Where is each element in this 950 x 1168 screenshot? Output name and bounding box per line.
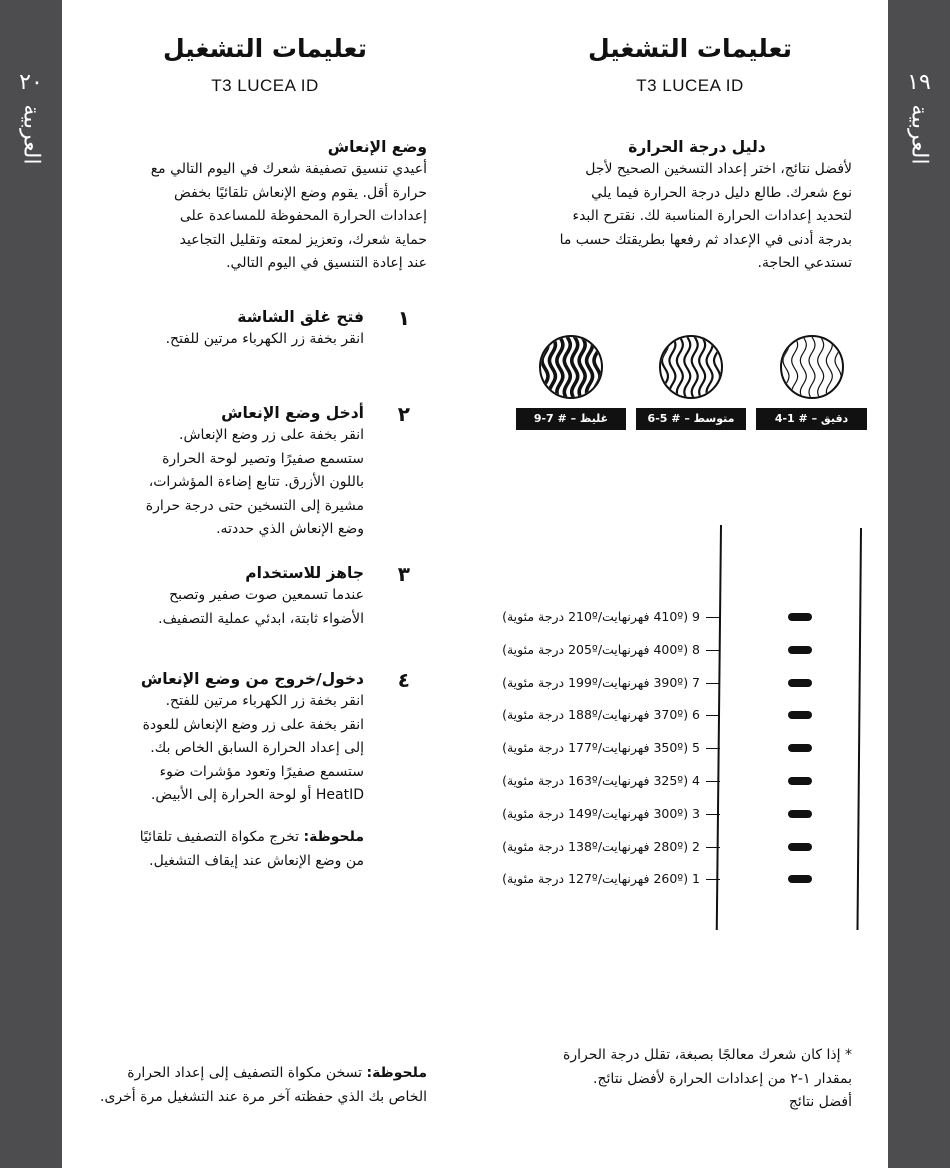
step-line: وضع الإنعاش الذي حددته. bbox=[216, 521, 364, 537]
hair-strand bbox=[594, 337, 600, 397]
temperature-setting-row bbox=[502, 772, 720, 790]
heat-panel-left-edge bbox=[716, 525, 722, 930]
step-heading: أدخل وضع الإنعاش bbox=[221, 404, 364, 422]
leader-line bbox=[706, 617, 720, 618]
step-heading: جاهز للاستخدام bbox=[245, 564, 364, 582]
hair-strand bbox=[684, 337, 690, 397]
step-line: انقر بخفة زر الكهرباء مرتين للفتح. bbox=[165, 331, 364, 347]
left-page-number: ٢٠ bbox=[19, 70, 43, 95]
left-language-label: العربية bbox=[18, 104, 44, 165]
note-text: تسخن مكواة التصفيف إلى إعداد الحرارة bbox=[127, 1065, 363, 1081]
step-heading: دخول/خروج من وضع الإنعاش bbox=[140, 670, 364, 688]
left-page-subtitle: T3 LUCEA ID bbox=[211, 76, 319, 95]
leader-line bbox=[706, 847, 720, 848]
note-text: الخاص بك الذي حفظته آخر مرة عند التشغيل مرة أخرى. bbox=[100, 1088, 427, 1105]
footnote-line: بمقدار ١-٢ من إعدادات الحرارة لأفضل نتائج. bbox=[593, 1070, 852, 1087]
step-number: ١ bbox=[397, 306, 410, 330]
footnote-line: * إذا كان شعرك معالجًا بصبغة، تقلل درجة الحرارة bbox=[563, 1047, 852, 1063]
left-page-sidebar bbox=[0, 0, 62, 1168]
step-line: انقر بخفة على زر وضع الإنعاش. bbox=[179, 427, 364, 443]
heat-panel-right-edge bbox=[856, 528, 862, 930]
temperature-setting-label: 4 (325º فهرنهايت/163º درجة مئوية) bbox=[502, 773, 700, 788]
hair-strand bbox=[714, 337, 720, 397]
temperature-setting-row bbox=[502, 608, 720, 626]
left-page-title: تعليمات التشغيل bbox=[162, 34, 368, 63]
hair-strand bbox=[692, 337, 698, 397]
temperature-setting-label: 8 (400º فهرنهايت/205º درجة مئوية) bbox=[502, 641, 700, 657]
color-treated-footnote bbox=[492, 1044, 852, 1115]
refresh-mode-section bbox=[87, 136, 427, 276]
footnote-line: أفضل نتائج bbox=[788, 1094, 852, 1110]
step-line: انقر بخفة زر الكهرباء مرتين للفتح. bbox=[165, 693, 364, 709]
step-number: ٢ bbox=[397, 402, 410, 426]
medium-hair-label: متوسط – # 5-6 bbox=[636, 408, 746, 430]
temperature-guide-line: لتحديد إعدادات الحرارة المناسبة لك. نقترح البدء bbox=[572, 208, 852, 224]
hair-strand bbox=[572, 337, 578, 397]
temperature-setting-row bbox=[502, 805, 720, 823]
temperature-setting-label: 6 (370º فهرنهايت/188º درجة مئوية) bbox=[502, 707, 700, 723]
hair-strand bbox=[783, 337, 789, 397]
fine-hair-icon bbox=[780, 335, 844, 399]
hair-strand bbox=[587, 337, 593, 397]
temperature-setting-row bbox=[502, 838, 720, 856]
hair-strand bbox=[542, 337, 548, 397]
coarse-hair-label: غليظ – # 7-9 bbox=[516, 408, 626, 430]
temperature-setting-row bbox=[502, 674, 720, 692]
temperature-setting-label: 5 (350º فهرنهايت/177º درجة مئوية) bbox=[502, 740, 700, 756]
leader-line bbox=[706, 748, 720, 749]
step-line: إلى إعداد الحرارة السابق الخاص بك. bbox=[150, 740, 364, 756]
step-note bbox=[64, 826, 364, 873]
step-number: ٤ bbox=[397, 668, 410, 692]
temperature-setting-row bbox=[502, 870, 720, 888]
temperature-setting-row bbox=[502, 641, 720, 659]
leader-line bbox=[706, 650, 720, 651]
note-text: من وضع الإنعاش عند إيقاف التشغيل. bbox=[149, 852, 364, 869]
note-label: ملحوظة: bbox=[366, 1065, 427, 1081]
leader-line bbox=[706, 781, 720, 782]
heat-indicator-light bbox=[788, 679, 812, 687]
right-page-title: تعليمات التشغيل bbox=[587, 34, 793, 63]
step-line: ستسمع صفيرًا وتعود مؤشرات ضوء bbox=[159, 763, 364, 780]
refresh-mode-heading: وضع الإنعاش bbox=[327, 138, 427, 156]
temperature-setting-row bbox=[502, 706, 720, 724]
hair-strand bbox=[557, 337, 563, 397]
step-line: مشيرة إلى التسخين حتى درجة حرارة bbox=[145, 497, 364, 514]
step-content bbox=[104, 668, 364, 808]
refresh-mode-line: عند إعادة التنسيق في اليوم التالي. bbox=[226, 255, 427, 271]
hair-strand bbox=[792, 337, 798, 397]
step-3 bbox=[90, 562, 410, 632]
temperature-guide-line: تستدعي الحاجة. bbox=[757, 255, 852, 271]
temperature-guide-heading: دليل درجة الحرارة bbox=[628, 138, 766, 156]
step-line: ستسمع صفيرًا وتصير لوحة الحرارة bbox=[162, 450, 364, 467]
temperature-guide-line: لأفضل نتائج، اختر إعداد التسخين الصحيح لأجل bbox=[585, 161, 852, 177]
step-line: HeatID أو لوحة الحرارة إلى الأبيض. bbox=[150, 787, 364, 803]
step-heading: فتح غلق الشاشة bbox=[237, 308, 364, 326]
hair-strand bbox=[818, 337, 824, 397]
hair-strand bbox=[564, 337, 570, 397]
leader-line bbox=[706, 814, 720, 815]
heat-indicator-light bbox=[788, 646, 812, 654]
step-content bbox=[104, 306, 364, 352]
leader-line bbox=[706, 683, 720, 684]
step-2 bbox=[90, 402, 410, 542]
right-language-label: العربية bbox=[906, 104, 932, 165]
step-line: انقر بخفة على زر وضع الإنعاش للعودة bbox=[142, 716, 364, 733]
step-line: عندما تسمعين صوت صفير وتصبح bbox=[169, 587, 364, 603]
leader-line bbox=[706, 715, 720, 716]
temperature-guide-section bbox=[512, 136, 852, 276]
step-line: باللون الأزرق. تتابع إضاءة المؤشرات، bbox=[148, 474, 364, 490]
leader-line bbox=[706, 879, 720, 880]
temperature-setting-label: 2 (280º فهرنهايت/138º درجة مئوية) bbox=[502, 838, 700, 854]
step-content bbox=[104, 402, 364, 542]
refresh-mode-line: حرارة أقل. يقوم وضع الإنعاش تلقائيًا بخفض bbox=[174, 184, 427, 201]
refresh-mode-line: حماية شعرك، وتعزيز لمعته وتقليل التجاعيد bbox=[179, 231, 427, 248]
heat-indicator-light bbox=[788, 744, 812, 752]
heat-indicator-light bbox=[788, 875, 812, 883]
temperature-setting-label: 9 (410º فهرنهايت/210º درجة مئوية) bbox=[502, 609, 700, 624]
temperature-guide-line: نوع شعرك. طالع دليل درجة الحرارة فيما يلي bbox=[591, 184, 852, 201]
hair-strand bbox=[707, 337, 713, 397]
right-page-number: ١٩ bbox=[907, 70, 931, 95]
medium-hair-icon bbox=[659, 335, 723, 399]
hair-strand bbox=[826, 337, 832, 397]
fine-hair-label: دقيق – # 1-4 bbox=[756, 408, 867, 430]
bottom-note bbox=[67, 1062, 427, 1109]
hair-strand bbox=[669, 337, 675, 397]
note-label: ملحوظة: bbox=[303, 829, 364, 845]
step-number: ٣ bbox=[397, 562, 410, 586]
temperature-setting-label: 3 (300º فهرنهايت/149º درجة مئوية) bbox=[502, 805, 700, 821]
hair-strand bbox=[549, 337, 555, 397]
hair-strand bbox=[809, 337, 815, 397]
refresh-mode-line: أعيدي تنسيق تصفيفة شعرك في اليوم التالي مع bbox=[150, 161, 427, 177]
heat-indicator-light bbox=[788, 613, 812, 621]
right-page-subtitle: T3 LUCEA ID bbox=[636, 76, 744, 95]
heat-indicator-light bbox=[788, 843, 812, 851]
step-content bbox=[104, 562, 364, 631]
note-text: تخرج مكواة التصفيف تلقائيًا bbox=[139, 829, 300, 845]
hair-strand bbox=[579, 337, 585, 397]
step-4 bbox=[90, 668, 410, 813]
hair-strand bbox=[677, 337, 683, 397]
step-line: الأضواء ثابتة، ابدئي عملية التصفيف. bbox=[158, 610, 364, 627]
temperature-setting-label: 7 (390º فهرنهايت/199º درجة مئوية) bbox=[502, 674, 700, 690]
heat-indicator-light bbox=[788, 810, 812, 818]
heat-indicator-light bbox=[788, 711, 812, 719]
refresh-mode-line: إعدادات الحرارة المحفوظة للمساعدة على bbox=[179, 208, 427, 224]
coarse-hair-icon bbox=[539, 335, 603, 399]
hair-strand bbox=[800, 337, 806, 397]
heat-indicator-light bbox=[788, 777, 812, 785]
right-page-sidebar bbox=[888, 0, 950, 1168]
step-1 bbox=[90, 306, 410, 366]
temperature-setting-row bbox=[502, 739, 720, 757]
temperature-setting-label: 1 (260º فهرنهايت/127º درجة مئوية) bbox=[502, 871, 700, 887]
temperature-guide-line: بدرجة أدنى في الإعداد ثم رفعها بطريقتك حسب ما bbox=[559, 231, 852, 248]
hair-strand bbox=[662, 337, 668, 397]
hair-strand bbox=[835, 337, 841, 397]
hair-strand bbox=[699, 337, 705, 397]
